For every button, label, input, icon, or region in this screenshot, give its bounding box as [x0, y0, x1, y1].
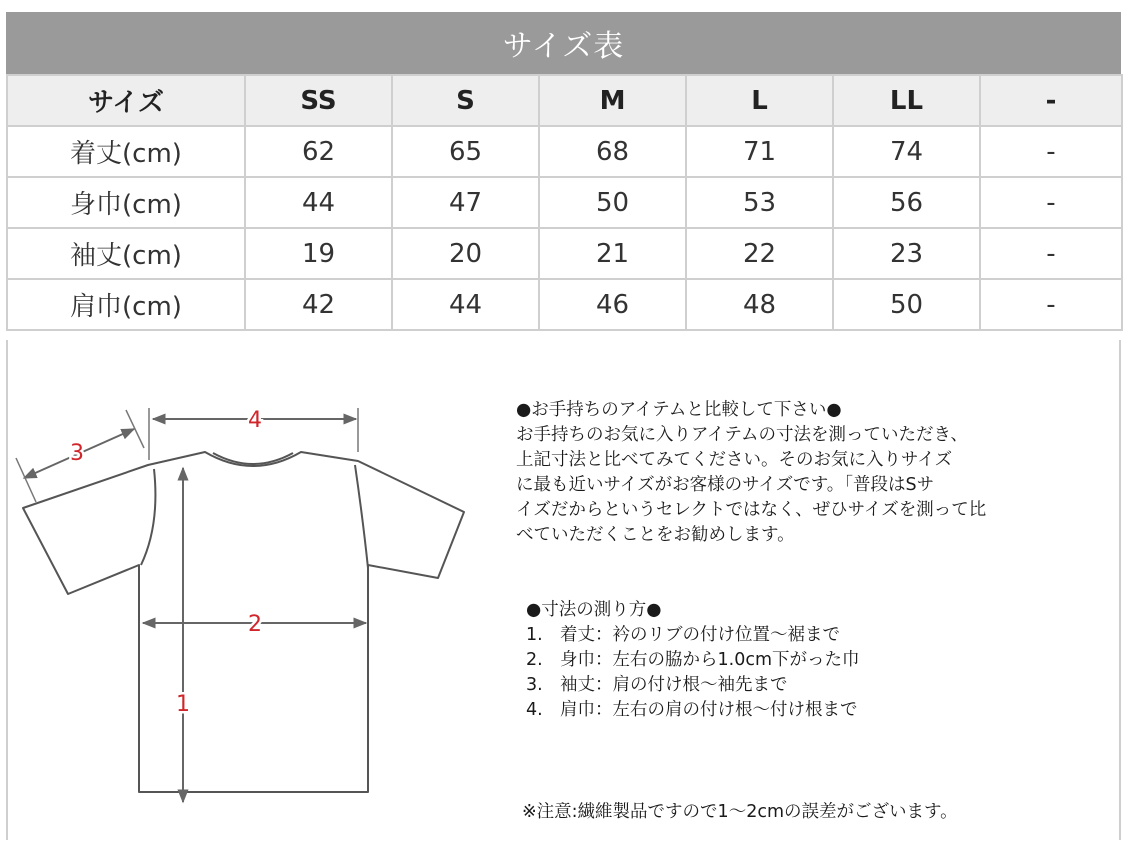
table-cell: 46 [539, 279, 686, 330]
table-cell: - [980, 177, 1122, 228]
method-section [526, 598, 860, 723]
label-sleeve: 3 [70, 441, 84, 466]
method-heading: ●寸法の測り方● [526, 600, 662, 620]
table-cell: 56 [833, 177, 980, 228]
info-panel [6, 340, 1121, 840]
table-cell: 42 [245, 279, 392, 330]
table-cell: - [980, 279, 1122, 330]
table-cell: - [980, 228, 1122, 279]
header-cell-ss: SS [245, 75, 392, 126]
table-cell: 68 [539, 126, 686, 177]
header-cell-l: L [686, 75, 833, 126]
compare-line: イズだからというセレクトではなく、ぜひサイズを測って比 [516, 500, 987, 520]
row-label-sleeve: 袖丈(cm) [7, 228, 245, 279]
table-cell: - [980, 126, 1122, 177]
table-cell: 44 [245, 177, 392, 228]
compare-line: 上記寸法と比べてみてください。そのお気に入りサイズ [516, 450, 953, 470]
label-width: 2 [248, 612, 262, 637]
compare-heading: ●お手持ちのアイテムと比較して下さい● [516, 400, 842, 420]
table-cell: 22 [686, 228, 833, 279]
table-cell: 48 [686, 279, 833, 330]
row-label-shoulder: 肩巾(cm) [7, 279, 245, 330]
table-cell: 71 [686, 126, 833, 177]
header-cell-ll: LL [833, 75, 980, 126]
table-cell: 50 [539, 177, 686, 228]
table-row [7, 279, 1122, 330]
table-cell: 65 [392, 126, 539, 177]
table-cell: 74 [833, 126, 980, 177]
table-cell: 44 [392, 279, 539, 330]
table-cell: 62 [245, 126, 392, 177]
table-row [7, 126, 1122, 177]
list-item: 3. 袖丈：肩の付け根～袖先まで [526, 675, 788, 695]
table-cell: 19 [245, 228, 392, 279]
list-item: 2. 身巾：左右の脇から1.0cm下がった巾 [526, 650, 860, 670]
note-text: ※注意:繊維製品ですので1～2cmの誤差がございます。 [522, 802, 958, 822]
table-cell: 23 [833, 228, 980, 279]
table-cell: 47 [392, 177, 539, 228]
header-cell-size: サイズ [7, 75, 245, 126]
header-cell-s: S [392, 75, 539, 126]
table-cell: 53 [686, 177, 833, 228]
header-cell-blank: - [980, 75, 1122, 126]
table-cell: 21 [539, 228, 686, 279]
list-item: 4. 肩巾：左右の肩の付け根～付け根まで [526, 700, 858, 720]
table-row [7, 228, 1122, 279]
page-title: サイズ表 [6, 12, 1121, 74]
table-header-row [7, 75, 1122, 126]
row-label-length: 着丈(cm) [7, 126, 245, 177]
table-cell: 20 [392, 228, 539, 279]
label-shoulder: 4 [248, 408, 262, 433]
compare-section [516, 398, 986, 548]
table-cell: 50 [833, 279, 980, 330]
measure-arrows [16, 408, 366, 802]
compare-line: に最も近いサイズがお客様のサイズです。「普段はSサ [516, 475, 935, 495]
list-item: 1. 着丈：衿のリブの付け位置～裾まで [526, 625, 840, 645]
row-label-width: 身巾(cm) [7, 177, 245, 228]
compare-line: お手持ちのお気に入りアイテムの寸法を測っていただき、 [516, 425, 968, 445]
header-cell-m: M [539, 75, 686, 126]
tshirt-diagram [8, 340, 478, 840]
table-row [7, 177, 1122, 228]
compare-line: べていただくことをお勧めします。 [516, 525, 795, 545]
size-table [6, 74, 1123, 331]
label-length: 1 [176, 692, 190, 717]
